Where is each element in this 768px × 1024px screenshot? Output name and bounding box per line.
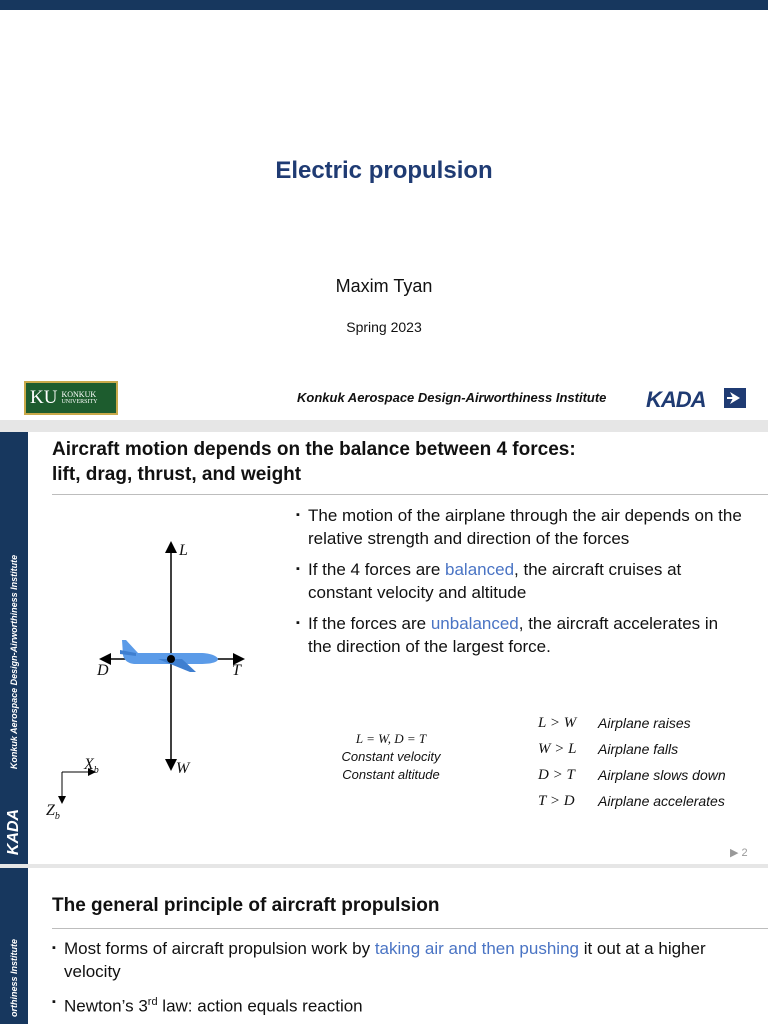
bullet-newton: ▪ Newton’s 3rd law: action equals reaction xyxy=(52,991,752,1018)
bullet-balanced: ▪ If the 4 forces are balanced, the aircraft cruises at constant velocity and altitude xyxy=(296,558,746,604)
term-label: Spring 2023 xyxy=(346,319,422,335)
slide-title-line2: lift, drag, thrust, and weight xyxy=(52,464,302,485)
konkuk-university-logo xyxy=(24,381,118,415)
propulsion-principle-slide xyxy=(0,868,768,1024)
propulsion-bullet-list xyxy=(52,937,752,1024)
balanced-condition xyxy=(322,730,460,784)
side-band xyxy=(0,868,28,1024)
side-institute-text-partial: orthiness Institute xyxy=(9,938,19,1018)
thrust-label: T xyxy=(232,662,241,679)
condition-row xyxy=(538,762,726,788)
page-number: ▶ 2 xyxy=(730,847,748,859)
balanced-equation: L = W, D = T xyxy=(355,731,427,746)
constant-velocity: Constant velocity xyxy=(341,749,441,764)
forces-slide xyxy=(0,432,768,864)
title-divider xyxy=(52,494,768,495)
slide-title-line1: Aircraft motion depends on the balance between 4 forces: xyxy=(52,439,576,460)
institute-name: Konkuk Aerospace Design-Airworthiness Institute xyxy=(297,390,607,405)
center-of-gravity xyxy=(167,655,175,663)
forces-bullet-list xyxy=(296,504,746,666)
ku-logo-sub: UNIVERSITY xyxy=(61,399,98,405)
bullet-unbalanced: ▪ If the forces are unbalanced, the aircraft accelerates in the direction of the largest force. xyxy=(296,612,746,658)
condition-row xyxy=(538,710,726,736)
slide-title xyxy=(52,437,752,487)
lift-label: L xyxy=(179,542,188,559)
bullet-motion: ▪ The motion of the airplane through the air depends on the relative strength and direction of the forces xyxy=(296,504,746,550)
presentation-title: Electric propulsion xyxy=(275,157,493,184)
condition-result: Airplane accelerates xyxy=(598,793,725,809)
side-kada-logo: KADA xyxy=(5,808,22,856)
author-name: Maxim Tyan xyxy=(335,276,433,296)
xb-label: $X_b$ xyxy=(84,756,99,777)
condition-result: Airplane slows down xyxy=(598,767,726,783)
bullet-propulsion: ▪ Most forms of aircraft propulsion work by taking air and then pushing it out at a higher velocity xyxy=(52,937,752,983)
kada-logo: KADA xyxy=(646,387,706,412)
condition-expression: T > D xyxy=(538,792,575,809)
forces-diagram-svg xyxy=(40,532,270,832)
condition-result: Airplane falls xyxy=(598,741,679,757)
top-bar xyxy=(0,0,768,10)
condition-expression: D > T xyxy=(538,766,575,783)
slide-title: The general principle of aircraft propulsion xyxy=(52,895,440,916)
side-band xyxy=(0,432,28,864)
balanced-highlight: balanced xyxy=(445,560,515,579)
condition-result: Airplane raises xyxy=(598,715,691,731)
forces-diagram xyxy=(40,532,270,832)
condition-row xyxy=(538,736,726,762)
taking-air-highlight: taking air and then pushing xyxy=(374,939,579,958)
ku-logo-name: KONKUK xyxy=(61,390,97,399)
condition-row xyxy=(538,788,726,814)
side-institute-text: Konkuk Aerospace Design-Airworthiness Institute xyxy=(9,554,19,770)
unbalanced-conditions-table xyxy=(538,710,726,814)
unbalanced-highlight: unbalanced xyxy=(430,614,519,633)
ku-logo-mark: KU xyxy=(30,387,58,408)
constant-altitude: Constant altitude xyxy=(342,767,440,782)
title-divider xyxy=(52,928,768,929)
kada-arrow-icon xyxy=(724,388,746,408)
condition-expression: W > L xyxy=(538,740,577,757)
zb-label: $Z_b$ xyxy=(46,802,60,823)
weight-label: W xyxy=(176,760,190,777)
drag-label: D xyxy=(97,662,109,679)
condition-expression: L > W xyxy=(538,714,577,731)
title-slide xyxy=(0,0,768,420)
